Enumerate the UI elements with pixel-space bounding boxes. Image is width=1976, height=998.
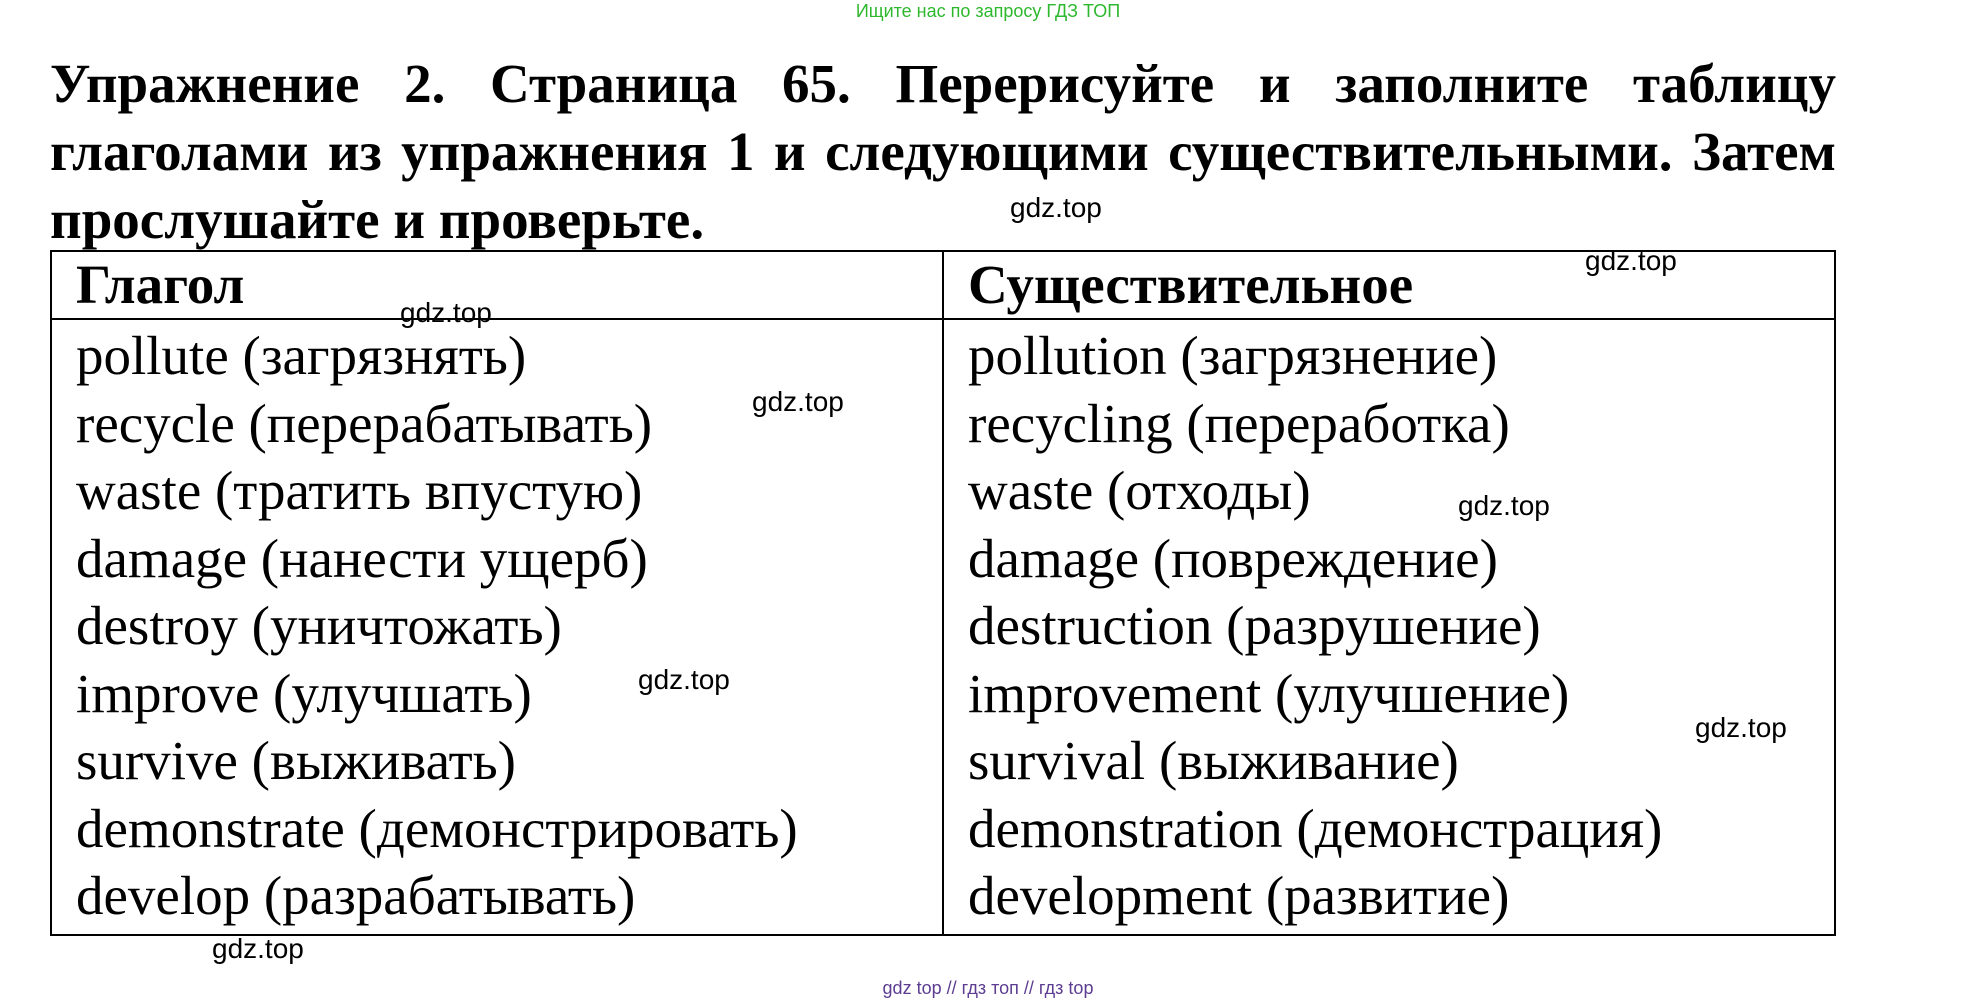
noun-entry: destruction (разрушение) — [968, 595, 1541, 656]
noun-entry: development (развитие) — [968, 865, 1510, 926]
noun-entry: improvement (улучшение) — [968, 662, 1570, 724]
verb-entry: damage (нанести ущерб) — [76, 527, 648, 589]
watermark: gdz.top — [1010, 192, 1102, 223]
header-noun: Существительное — [943, 251, 1835, 319]
verb-entry: survive (выживать) — [76, 730, 516, 791]
exercise-heading: Упражнение 2. Страница 65. Перерисуйте и заполните таблицу глаголами из упражнения 1 и следующими существительными. Затем прослушайте и проверьте. — [50, 53, 1836, 250]
header-verb: Глагол — [51, 251, 943, 319]
watermark: gdz.top — [212, 933, 304, 964]
noun-entry: survival (выживание) — [968, 730, 1459, 791]
top-search-note: Ищите нас по запросу ГДЗ ТОП — [855, 1, 1121, 21]
verb-entry: waste (тратить впустую) — [76, 460, 643, 521]
verb-entry: destroy (уничтожать) — [76, 595, 562, 656]
noun-entry: waste (отходы) — [968, 460, 1311, 521]
noun-entry: demonstration (демонстрация) — [968, 797, 1663, 859]
verb-entry: demonstrate (демонстрировать) — [76, 797, 798, 859]
watermark: gdz.top — [1695, 712, 1787, 743]
table-header-row — [51, 251, 1835, 319]
watermark: gdz.top — [1458, 490, 1550, 521]
watermark: gdz.top — [1585, 245, 1677, 276]
noun-entry: recycling (переработка) — [968, 392, 1510, 454]
noun-entry: pollution (загрязнение) — [968, 325, 1498, 386]
verb-entry: develop (разрабатывать) — [76, 865, 636, 926]
watermark: gdz.top — [400, 297, 492, 328]
watermark: gdz.top — [638, 664, 730, 695]
verb-noun-table — [50, 250, 1836, 936]
noun-entry: damage (повреждение) — [968, 527, 1498, 589]
verb-entry: pollute (загрязнять) — [76, 325, 527, 386]
watermark: gdz.top — [752, 386, 844, 417]
verb-entry: improve (улучшать) — [76, 662, 532, 724]
noun-column — [943, 319, 1835, 935]
bottom-footer-note: gdz top // гдз топ // гдз top — [882, 978, 1094, 998]
table-body-row — [51, 319, 1835, 935]
verb-entry: recycle (перерабатывать) — [76, 392, 653, 454]
